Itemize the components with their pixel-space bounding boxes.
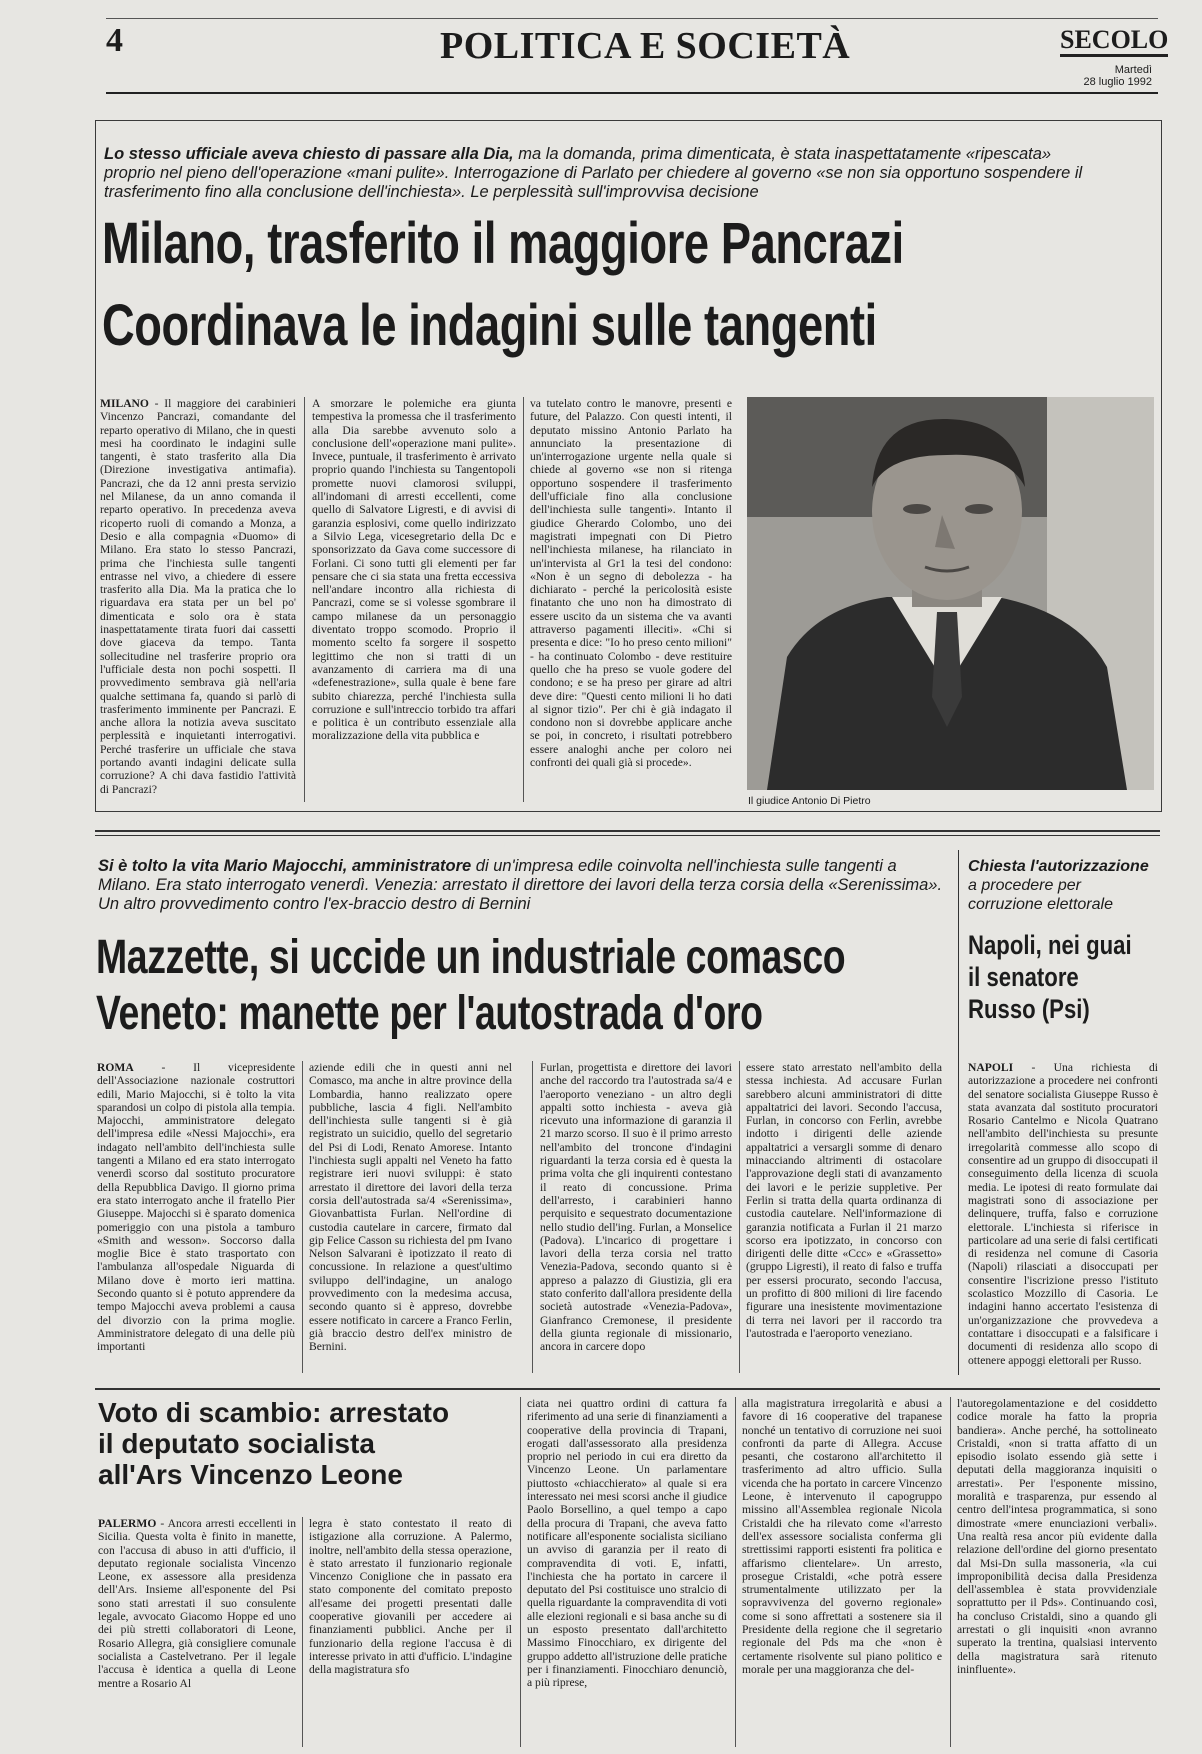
sidebar-kicker-bold: Chiesta l'autorizzazione bbox=[968, 858, 1149, 875]
article1-headline-1: Milano, trasferito il maggiore Pancrazi bbox=[102, 211, 904, 276]
sidebar-kicker-rest: a procedere per corruzione elettorale bbox=[968, 877, 1113, 913]
article1-col-3: va tutelato contro le manovre, presenti e future, del Palazzo. Con questi intenti, il deputato missino Antonio Parlato ha annunciato la presentazione di un'interrogazione urgente nella quale si chiede al governo «se non si ritenga opportuno sospendere il trasferimento dell'ufficiale fino alla conclusione dell'inchiesta sulle tangenti». Intanto il giudice Gherardo Colombo, uno dei magistrati impegnati con Di Pietro nell'inchiesta milanese, ha rilanciato in un'intervista al Gr1 la tesi del condono: «Non è un segno di debolezza - ha dichiarato - perché la pericolosità esiste finatanto che uno non ha dimostrato di essere uscito da un sistema che va avanti attraverso pagamenti illeciti». «Chi si presenta e dice: "Io ho preso cento milioni" - ha continuato Colombo - deve restituire quello che ha preso se vuole godere del condono; e se ha preso per girare ad altri deve dire: "Questi cento milioni li ho dati al signor tizio". Per chi è già indagato il condono non si dovrebbe applicare anche se poi, in concreto, i risultati potrebbero essere analoghi anche per coloro nei confronti dei quali già si procede». bbox=[530, 397, 732, 770]
article3-top-rule bbox=[95, 1388, 1160, 1390]
article2-col-rule bbox=[739, 1061, 740, 1373]
article3-col-1 bbox=[98, 1517, 296, 1747]
portrait-illustration bbox=[747, 397, 1154, 790]
issue-date bbox=[1040, 64, 1152, 88]
article2-top-rule-thin bbox=[95, 835, 1160, 836]
article1-headline-2: Coordinava le indagini sulle tangenti bbox=[102, 293, 877, 358]
di-pietro-photo bbox=[747, 397, 1154, 790]
article3-dateline: PALERMO bbox=[98, 1517, 157, 1530]
article3-col-rule bbox=[302, 1517, 303, 1747]
article1-col-2: A smorzare le polemiche era giunta tempestiva la promessa che il trasferimento alla Dia sarebbe avvenuto solo a conclusione dell'«operazione mani pulite». Invece, puntuale, il trasferimento è arrivato proprio quando l'inchiesta su Tangentopoli promette nuovi clamorosi sviluppi, all'indomani di arresti eccellenti, come quello di Salvatore Ligresti, e di avvisi di garanzia esplosivi, come quello indirizzato a Silvio Lega, vicesegretario della Dc e sponsorizzato da Gava come successore di Forlani. Ci sono tutti gli elementi per far pensare che ci sia stata una fretta eccessiva nell'andare incontro alla richiesta di Pancrazi, come se si volesse sgombrare il campo milanese da un personaggio diventato troppo scomodo. Proprio il momento scelto fa sorgere il sospetto legittimo che non si tratti di un avanzamento di carriera ma di una «defenestrazione», sulla quale è bene fare subito chiarezza, perché l'inchiesta sulla corruzione e sull'intreccio torbido tra affari e politica è un contributo essenziale alla moralizzazione della vita pubblica e bbox=[312, 397, 516, 743]
page-number: 4 bbox=[106, 22, 123, 59]
sidebar-kicker bbox=[968, 857, 1158, 914]
article2-col-3: Furlan, progettista e direttore dei lavori anche del raccordo tra l'autostrada sa/4 e l'aeroporto veneziano - un altro degli appalti sotto inchiesta - aveva già ricevuto una informazione di garanzia il 21 marzo scorso. Il suo è il primo arresto nell'ambito del troncone d'indagini riguardanti la terza corsia ed è questa la prima volta che gli inquirenti contestano il reato di concussione. Prima dell'arresto, i carabinieri hanno perquisito e sequestrato documentazione nello studio dell'ing. Furlan, a Monselice (Padova). L'incarico di progettare i lavori della terza corsia nel tratto Venezia-Padova, secondo quanto si è appreso a palazzo di Giustizia, gli era stato conferito dall'allora presidente della società autostrade «Venezia-Padova», Gianfranco Cremonese, il presidente della giunta regionale di missionario, ancora in carcere dopo bbox=[540, 1061, 732, 1354]
article3-headline-2: il deputato socialista bbox=[98, 1428, 375, 1459]
article2-top-rule bbox=[95, 830, 1160, 832]
article2-kicker-bold: Si è tolto la vita Mario Majocchi, amministratore bbox=[98, 857, 472, 875]
article1-kicker-rest: ma la domanda, prima dimenticata, è stata inaspettatamente «ripescata» proprio nel pieno dell'operazione «mani pulite». Interrogazione di Parlato per chiedere al governo «se non sia opportuno sospendere il trasferimento fino alla conclusione dell'inchiesta». Le perplessità sull'improvvisa decisione bbox=[104, 145, 1083, 201]
date-full: 28 luglio 1992 bbox=[1083, 76, 1152, 88]
article1-col-rule bbox=[523, 397, 524, 802]
article3-col-2: legra è stato contestato il reato di istigazione alla corruzione. A Palermo, inoltre, nell'ambito della stessa operazione, è stato arrestato il funzionario regionale Vincenzo Coniglione che in passato era stato componente del comitato preposto all'esame dei progetti presentati dalle cooperative giovanili per accedere ai finanziamenti pubblici. Anche per il funzionario della regione l'accusa è di interesse privato in atti d'ufficio. L'indagine della magistratura sfo bbox=[309, 1517, 512, 1677]
sidebar-headline-2: il senatore bbox=[968, 962, 1079, 992]
article1-kicker bbox=[104, 145, 1094, 202]
article3-col-5: l'autoregolamentazione e del cosiddetto codice morale ha fatto la propria bandiera». Anche perché, ha sottolineato Cristaldi, «non si tratta affatto di un episodio isolato essendo già sette i deputati della maggioranza inquisiti o arrestati». Per l'esponente missino, moralità e trasparenza, pur essendo al centro dell'intesa programmatica, si sono dimostrate «mere enunciazioni verbali». Una realtà resa ancor più evidente dalla relazione dell'ordine del giorno presentato dal Msi-Dn sulla massoneria, «la cui improponibilità decisa dalla Presidenza dell'assemblea è stata provvidenziale soprattutto per il Pds». Continuando così, ha concluso Cristaldi, sino a quando gli arrestati o gli inquisiti «non avranno superato la trentina, qualsiasi intervento della magistratura sarà ritenuto ininfluente». bbox=[957, 1397, 1157, 1676]
date-day: Martedì bbox=[1114, 64, 1152, 76]
photo-caption: Il giudice Antonio Di Pietro bbox=[748, 795, 871, 807]
article2-headline-2: Veneto: manette per l'autostrada d'oro bbox=[96, 987, 763, 1040]
article1-kicker-bold: Lo stesso ufficiale aveva chiesto di passare alla Dia, bbox=[104, 145, 514, 163]
sidebar-headline-1: Napoli, nei guai bbox=[968, 930, 1132, 960]
article1-col1-text: - Il maggiore dei carabinieri Vincenzo Pancrazi, comandante del reparto operativo di Milano, che in questi mesi ha coordinato le indagini sulle tangenti, è stato trasferito alla Dia (Direzione investigativa antimafia). Pancrazi, che da 12 anni presta servizio nel Milanese, da un anno comanda il reparto operativo. In precedenza aveva ricoperto ruoli di comando a Monza, a Desio e alla compagnia «Duomo» di Milano. Era stato lo stesso Pancrazi, prima che l'inchiesta sulle tangenti entrasse nel vivo, a chiedere di essere trasferito alla Dia. Ma la pratica che lo riguardava era stata per un bel po' dimenticata e solo ora è stata inaspettatamente tirata fuori dai cassetti dove giaceva da tempo. Tanta sollecitudine nel trasferire proprio ora l'ufficiale desta non pochi sospetti. Il provvedimento sembrava già nell'aria qualche settimana fa, quando si parlò di trasferimento imminente per Pancrazi. E anche allora la notizia aveva suscitato perplessità e inquietanti interrogativi. Perché trasferire un ufficiale che stava portando avanti indagini delicate sulla corruzione? A chi dava fastidio l'attività di Pancrazi? bbox=[100, 397, 296, 796]
article1-col-rule bbox=[304, 397, 305, 802]
article1-dateline: MILANO bbox=[100, 397, 149, 410]
masthead-rule bbox=[106, 92, 1158, 94]
article3-col-rule bbox=[735, 1397, 736, 1747]
article3-col1-text: - Ancora arresti eccellenti in Sicilia. Questa volta è finito in manette, con l'accusa di abuso in atti d'ufficio, il deputato regionale socialista Vincenzo Leone, ex assessore alla presidenza dell'Ars. Insieme all'esponente del Psi sono stati arrestati il suo consulente legale, avvocato Giacomo Hoppe ed uno dei più stretti collaboratori di Leone, Rosario Allegra, già consigliere comunale socialista a Castelvetrano. Per il legale l'accusa è identica a quella di Leone mentre a Rosario Al bbox=[98, 1517, 296, 1690]
article3-col-rule bbox=[520, 1397, 521, 1747]
article3-col-4: alla magistratura irregolarità e abusi a favore di 16 cooperative del trapanese nonché un tentativo di corruzione nei suoi confronti da parte di Allegra. Accuse pesanti, che costarono all'architetto il trasferimento ad altro ufficio. Sulla vicenda che ha portato in carcere Vincenzo Leone, è intervenuto il capogruppo missino all'Assemblea regionale Nicola Cristaldi che ha rilevato come «l'arresto dell'ex assessore socialista conferma gli strettissimi rapporti esistenti fra politica e affarismo clientelare». Un arresto, prosegue Cristaldi, «che potrà essere strumentalmente utilizzato per la sopravvivenza del governo regionale» come si sono affrettati a sostenere sia il Presidente della regione che il segretario regionale del Pds ma che «non è certamente risolvente sul piano politico e morale per una maggioranza che del- bbox=[742, 1397, 942, 1676]
article1-col-1 bbox=[100, 397, 296, 807]
article2-col-1 bbox=[97, 1061, 295, 1376]
article3-headline-3: all'Ars Vincenzo Leone bbox=[98, 1459, 403, 1490]
article2-col1-text: - Il vicepresidente dell'Associazione nazionale costruttori edili, Mario Majocchi, si è tolto la vita sparandosi un colpo di pistola alla tempia. Majocchi, amministratore delegato dell'impresa edile «Nessi Majocchi», era indagato nell'ambito dell'inchiesta sulle tangenti a Milano ed era stato interrogato venerdì scorso dal sostituto procuratore della Repubblica Davigo. Il giorno prima era stato interrogato anche il fratello Pier Giuseppe. Majocchi si è sparato domenica pomeriggio con una pistola a tamburo «Smith and wesson». Soccorso dalla moglie Bice è stato trasportato con l'ambulanza all'ospedale Niguarda di Milano dove è morto ieri mattina. Secondo quanto si è potuto apprendere da tempo Majocchi aveva problemi a causa del divorzio con la prima moglie. Amministratore delegato di una delle più importanti bbox=[97, 1061, 295, 1354]
sidebar-headline-3: Russo (Psi) bbox=[968, 994, 1090, 1024]
article2-kicker-rest: di un'impresa edile coinvolta nell'inchiesta sulle tangenti a Milano. Era stato interrogato venerdì. Venezia: arrestato il direttore dei lavori della terza corsia della «Serenissima». Un altro provvedimento contro l'ex-braccio destro di Bernini bbox=[98, 857, 943, 913]
sidebar-body bbox=[968, 1061, 1158, 1376]
top-rule bbox=[106, 18, 1158, 19]
sidebar-dateline: NAPOLI bbox=[968, 1061, 1014, 1074]
article2-col-rule bbox=[302, 1061, 303, 1373]
article3-col-3: ciata nei quattro ordini di cattura fa riferimento ad una serie di finanziamenti a cooperative della provincia di Trapani, erogati dall'assessorato alla presidenza proprio nel periodo in cui era diretto da Vincenzo Leone. Un parlamentare piuttosto «chiacchierato» al quale si era interessato nei mesi scorsi anche il giudice Paolo Borsellino, a quel tempo a capo della procura di Trapani, che aveva fatto notificare all'esponente socialista siciliano un avviso di garanzia per il reato di compravendita di voti. E, infatti, l'inchiesta che ha portato in carcere il deputato del Psi costituisce uno stralcio di quella riguardante la compravendita di voti alle elezioni regionali e si basa anche su di un esposto presentato dall'architetto Massimo Finocchiaro, ex dirigente del gruppo addetto all'istruzione delle pratiche per i finanziamenti. Finocchiaro denunciò, a più riprese, bbox=[527, 1397, 727, 1690]
article2-col-4: essere stato arrestato nell'ambito della stessa inchiesta. Ad accusare Furlan sarebbero alcuni amministratori di ditte appaltatrici dei lavori. Secondo l'accusa, Furlan, in concorso con Ferlin, avrebbe indotto i dirigenti delle aziende appaltatrici a versargli somme di denaro minacciando altrimenti di ostacolare l'approvazione degli stati di avanzamento dei lavori e le perizie suppletive. Per Ferlin si tratta della quarta ordinanza di custodia cautelare. Nell'informazione di garanzia notificata a Furlan il 21 marzo scorso era ipotizzato, in concorso con dirigenti delle ditte «Ccc» e «Grassetto» (gruppo Ligresti), il reato di falso e truffa per essersi procurato, secondo l'accusa, un profitto di 800 milioni di lire facendo figurare una inesistente movimentazione di terra nei lavori per il raccordo tra l'autostrada e l'aeroporto veneziano. bbox=[746, 1061, 942, 1340]
paper-name: SECOLO bbox=[1060, 26, 1168, 57]
article2-dateline: ROMA bbox=[97, 1061, 134, 1074]
article2-col-rule bbox=[532, 1061, 533, 1373]
article2-kicker bbox=[98, 857, 948, 914]
article2-col-2: aziende edili che in questi anni nel Comasco, ma anche in altre province della Lombardia, hanno realizzato opere pubbliche, lascia 4 figli. Nell'ambito dell'inchiesta sulle tangenti si è già registrato un suicidio, quello del segretario del Psi di Lodi, Renato Amorese. Intanto l'inchiesta sugli appalti nel Veneto ha fatto registrare ieri nuovi sviluppi: è stato arrestato il direttore dei lavori della terza corsia dell'autostrada sa/4 «Serenissima», Giovanbattista Furlan. Nell'ordine di custodia cautelare in carcere, firmato dal gip Felice Casson su richiesta del pm Ivano Nelson Salvarani è ipotizzato il reato di concussione. In relazione a quest'ultimo sviluppo dell'indagine, un analogo provvedimento con la medesima accusa, secondo quanto si è appreso, dovrebbe essere notificato in carcere a Franco Ferlin, già braccio destro dell'ex ministro de Bernini. bbox=[309, 1061, 512, 1354]
article3-headline-1: Voto di scambio: arrestato bbox=[98, 1397, 450, 1428]
article2-headline-1: Mazzette, si uccide un industriale comasco bbox=[96, 931, 846, 984]
article3-col-rule bbox=[950, 1397, 951, 1747]
sidebar-divider bbox=[958, 850, 959, 1375]
section-title: POLITICA E SOCIETÀ bbox=[440, 25, 851, 67]
sidebar-body-text: - Una richiesta di autorizzazione a procedere nei confronti del senatore socialista Giuseppe Russo è stata avanzata dal sostituto procuratori Rosario Cantelmo e Nicola Quatrano nell'ambito dell'inchiesta su presunte irregolarità commesse allo scopo di consentire ad un gruppo di disoccupati il conseguimento della licenza di scuola media. Le ipotesi di reato formulate dai magistrati sono di associazione per delinquere, truffa, falso e corruzione elettorale. L'inchiesta si riferisce in particolare ad una serie di falsi certificati di residenza nel comune di Casoria (Napoli) rilasciati a disoccupati per consentire l'iscrizione presso l'istituto scolastico Mozzillo di Casoria. Le indagini hanno accertato l'esistenza di un'organizzazione che provvedeva a contattare i disoccupati e a falsificare i documenti di residenza allo scopo di ottenere appoggi elettorali per Russo. bbox=[968, 1061, 1158, 1367]
article3-headline bbox=[98, 1397, 518, 1490]
